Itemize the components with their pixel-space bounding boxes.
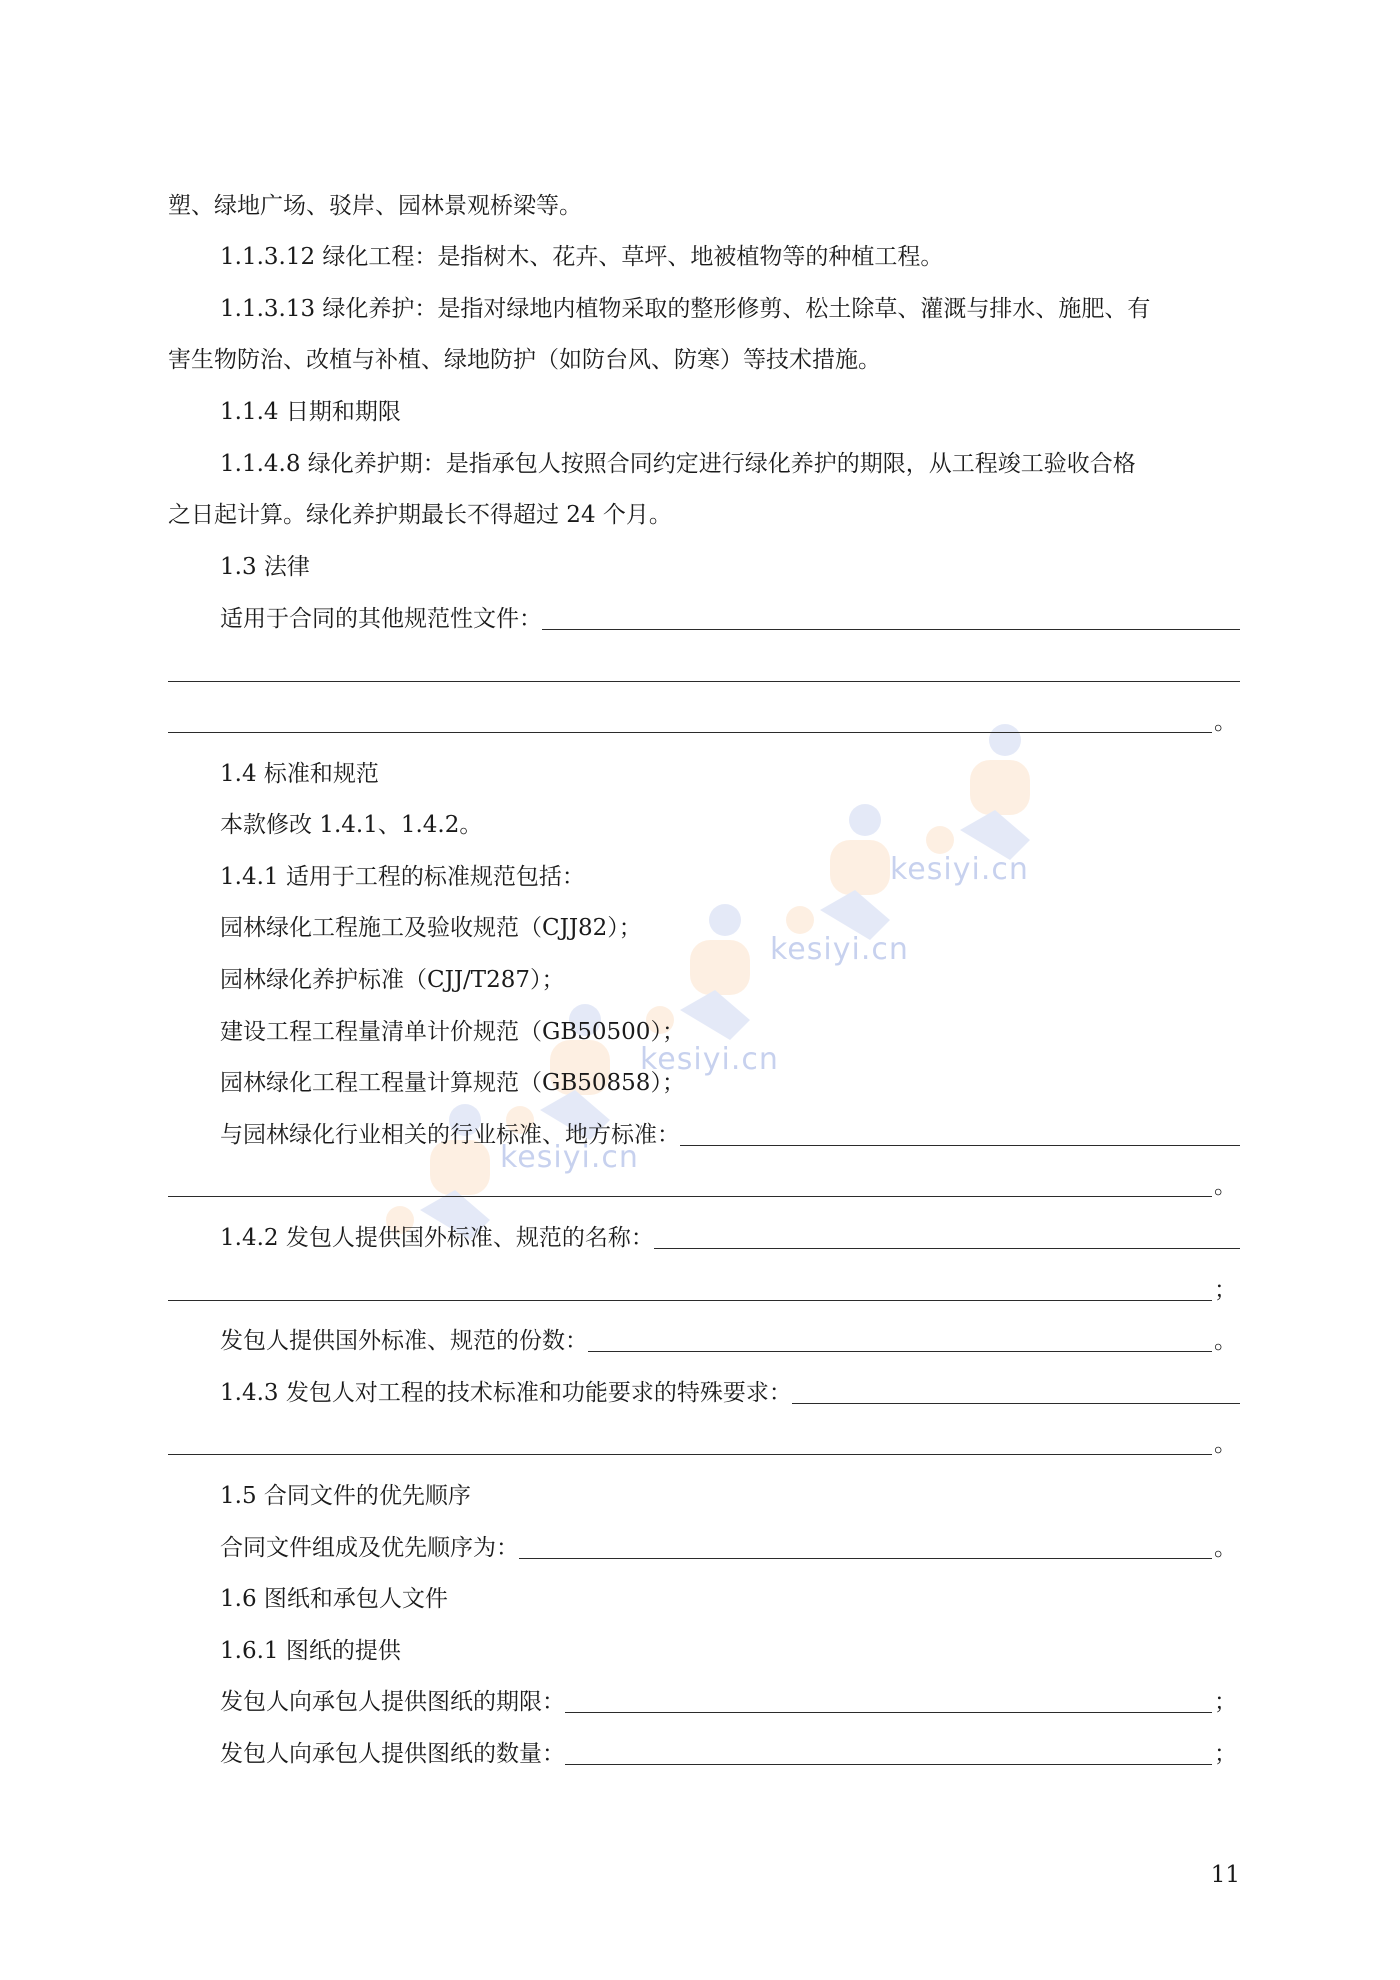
- blank-line: 。: [168, 1420, 1228, 1460]
- paragraph-line: 塑、绿地广场、驳岸、园林景观桥梁等。: [168, 193, 582, 219]
- blank-fill-line[interactable]: [588, 1325, 1212, 1352]
- industry-standards-field: 与园林绿化行业相关的行业标准、地方标准：: [168, 1111, 1240, 1151]
- clause-1-1-4-8: 1.1.4.8 绿化养护期：是指承包人按照合同约定进行绿化养护的期限，从工程竣工验收合格: [220, 451, 1136, 477]
- blank-fill-line[interactable]: [654, 1222, 1240, 1249]
- section-heading-1-5: 1.5 合同文件的优先顺序: [220, 1483, 471, 1509]
- blank-fill-line[interactable]: [168, 655, 1240, 682]
- section-heading-1-1-4: 1.1.4 日期和期限: [220, 399, 401, 425]
- drawings-quantity-field: 发包人向承包人提供图纸的数量： ；: [168, 1730, 1228, 1770]
- watermark-text: kesiyi.cn: [500, 1140, 639, 1175]
- blank-fill-line[interactable]: [542, 603, 1240, 630]
- blank-line: 。: [168, 698, 1228, 738]
- section-heading-1-4: 1.4 标准和规范: [220, 761, 379, 787]
- standard-item: 园林绿化工程工程量计算规范（GB50858）；: [220, 1070, 685, 1096]
- paragraph-line: 害生物防治、改植与补植、绿地防护（如防台风、防寒）等技术措施。: [168, 347, 881, 373]
- watermark-text: kesiyi.cn: [890, 852, 1029, 887]
- blank-fill-line[interactable]: [168, 706, 1212, 733]
- paragraph-line: 本款修改 1.4.1、1.4.2。: [220, 812, 483, 838]
- document-priority-field: 合同文件组成及优先顺序为： 。: [168, 1524, 1228, 1564]
- watermark-text: kesiyi.cn: [640, 1042, 779, 1077]
- blank-line: 。: [168, 1162, 1228, 1202]
- blank-fill-line[interactable]: [565, 1686, 1212, 1713]
- clause-1-1-3-13: 1.1.3.13 绿化养护：是指对绿地内植物采取的整形修剪、松土除草、灌溉与排水、施肥、有: [220, 296, 1151, 322]
- standard-item: 园林绿化工程施工及验收规范（CJJ82）；: [220, 915, 642, 941]
- blank-fill-line[interactable]: [168, 1428, 1212, 1455]
- other-normative-documents-field: 适用于合同的其他规范性文件：: [168, 595, 1240, 635]
- watermark-text: kesiyi.cn: [770, 932, 909, 967]
- paragraph-line: 之日起计算。绿化养护期最长不得超过 24 个月。: [168, 502, 672, 528]
- section-heading-1-6: 1.6 图纸和承包人文件: [220, 1586, 448, 1612]
- standard-item: 园林绿化养护标准（CJJ/T287）；: [220, 967, 565, 993]
- foreign-standards-name-field: 1.4.2 发包人提供国外标准、规范的名称：: [168, 1214, 1240, 1254]
- clause-1-4-1: 1.4.1 适用于工程的标准规范包括：: [220, 864, 585, 890]
- clause-1-1-3-12: 1.1.3.12 绿化工程：是指树木、花卉、草坪、地被植物等的种植工程。: [220, 244, 944, 270]
- blank-fill-line[interactable]: [680, 1119, 1240, 1146]
- drawings-deadline-field: 发包人向承包人提供图纸的期限： ；: [168, 1678, 1228, 1718]
- blank-fill-line[interactable]: [519, 1532, 1212, 1559]
- blank-fill-line[interactable]: [792, 1377, 1240, 1404]
- section-heading-1-3: 1.3 法律: [220, 554, 310, 580]
- blank-fill-line[interactable]: [565, 1738, 1212, 1765]
- standard-item: 建设工程工程量清单计价规范（GB50500）；: [220, 1019, 685, 1045]
- special-requirements-field: 1.4.3 发包人对工程的技术标准和功能要求的特殊要求：: [168, 1369, 1240, 1409]
- blank-fill-line[interactable]: [168, 1274, 1212, 1301]
- blank-line: [168, 647, 1240, 687]
- section-heading-1-6-1: 1.6.1 图纸的提供: [220, 1638, 401, 1664]
- page-number: 11: [1210, 1862, 1240, 1888]
- blank-line: ；: [168, 1266, 1228, 1306]
- foreign-standards-copies-field: 发包人提供国外标准、规范的份数： 。: [168, 1317, 1228, 1357]
- blank-fill-line[interactable]: [168, 1170, 1212, 1197]
